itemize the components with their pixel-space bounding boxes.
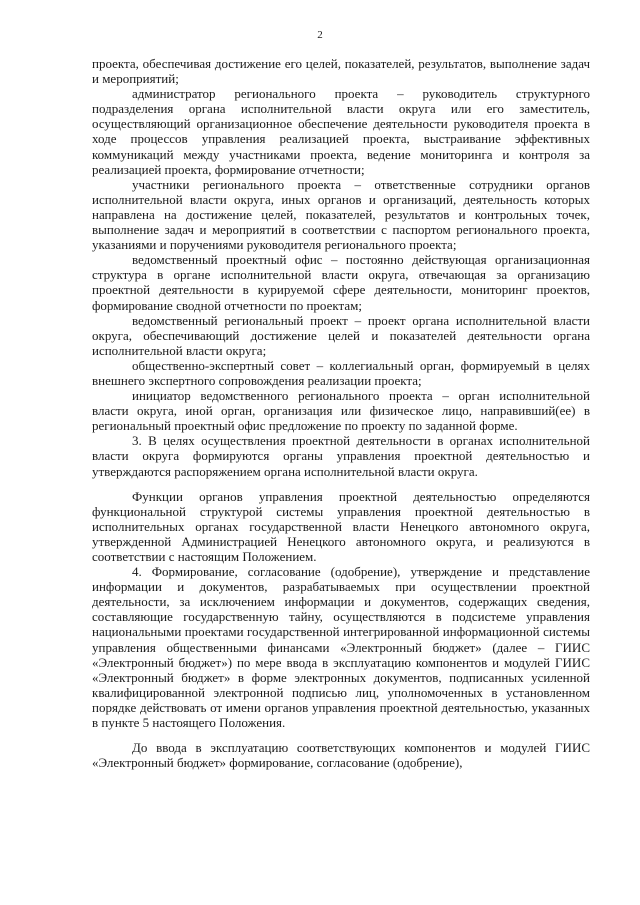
paragraph-7: инициатор ведомственного регионального проекта – орган исполнительной власти округа, иной орган, организация или физическое лицо, направивший(ее) в региональный проектный офис предложение по проекту по заданной форме.	[92, 388, 590, 434]
paragraph-10: 4. Формирование, согласование (одобрение), утверждение и представление информации и документов, разрабатываемых при осуществлении проектной деятельности, за исключением информации и документов, содержащих сведения, составляющие государственную тайну, осуществляются в подсистеме управления национальными проектами государственной интегрированной информационной системы управления общественными финансами «Электронный бюджет» (далее – ГИИС «Электронный бюджет») по мере ввода в эксплуатацию компонентов и модулей ГИИС «Электронный бюджет» в форме электронных документов, подписанных усиленной квалифицированной электронной подписью лиц, уполномоченных в установленном порядке действовать от имени органов управления проектной деятельностью, указанных в пункте 5 настоящего Положения.	[92, 564, 590, 731]
paragraph-8: 3. В целях осуществления проектной деятельности в органах исполнительной власти округа формируются органы управления проектной деятельностью и утверждаются распоряжением органа исполнительной власти округа.	[92, 433, 590, 479]
paragraph-2: администратор регионального проекта – руководитель структурного подразделения органа исполнительной власти округа или его заместитель, осуществляющий организационное обеспечение деятельности руководителя проекта в ходе процессов управления реализацией проекта, выстраивание эффективных коммуникаций между участниками проекта, ведение мониторинга и контроля за реализацией проекта, формирование отчетности;	[92, 86, 590, 177]
page-number: 2	[317, 29, 323, 41]
paragraph-1: проекта, обеспечивая достижение его целей, показателей, результатов, выполнение задач и мероприятий;	[92, 56, 590, 87]
paragraph-9: Функции органов управления проектной деятельностью определяются функциональной структурой системы управления проектной деятельностью в исполнительных органах государственной власти Ненецкого автономного округа, утвержденной Администрацией Ненецкого автономного округа, и реализуются в соответствии с настоящим Положением.	[92, 488, 590, 564]
paragraph-11: До ввода в эксплуатацию соответствующих компонентов и модулей ГИИС «Электронный бюджет» формирование, согласование (одобрение),	[92, 740, 590, 771]
paragraph-3: участники регионального проекта – ответственные сотрудники органов исполнительной власти округа, иных органов и организаций, деятельность которых направлена на достижение целей, показателей, результатов и контрольных точек, выполнение задач и мероприятий в соответствии с паспортом регионального проекта, указаниями и поручениями руководителя регионального проекта;	[92, 176, 590, 253]
paragraph-4: ведомственный проектный офис – постоянно действующая организационная структура в органе исполнительной власти округа, отвечающая за организацию проектной деятельности в курируемой сфере деятельности, мониторинг проектов, формирование сводной отчетности по проектам;	[92, 252, 590, 313]
paragraph-6: общественно-экспертный совет – коллегиальный орган, формируемый в целях внешнего экспертного сопровождения реализации проекта;	[92, 357, 590, 388]
paragraph-5: ведомственный региональный проект – проект органа исполнительной власти округа, обеспечивающий достижение целей и показателей деятельности органа исполнительной власти округа;	[92, 312, 590, 358]
document-body	[92, 56, 590, 770]
